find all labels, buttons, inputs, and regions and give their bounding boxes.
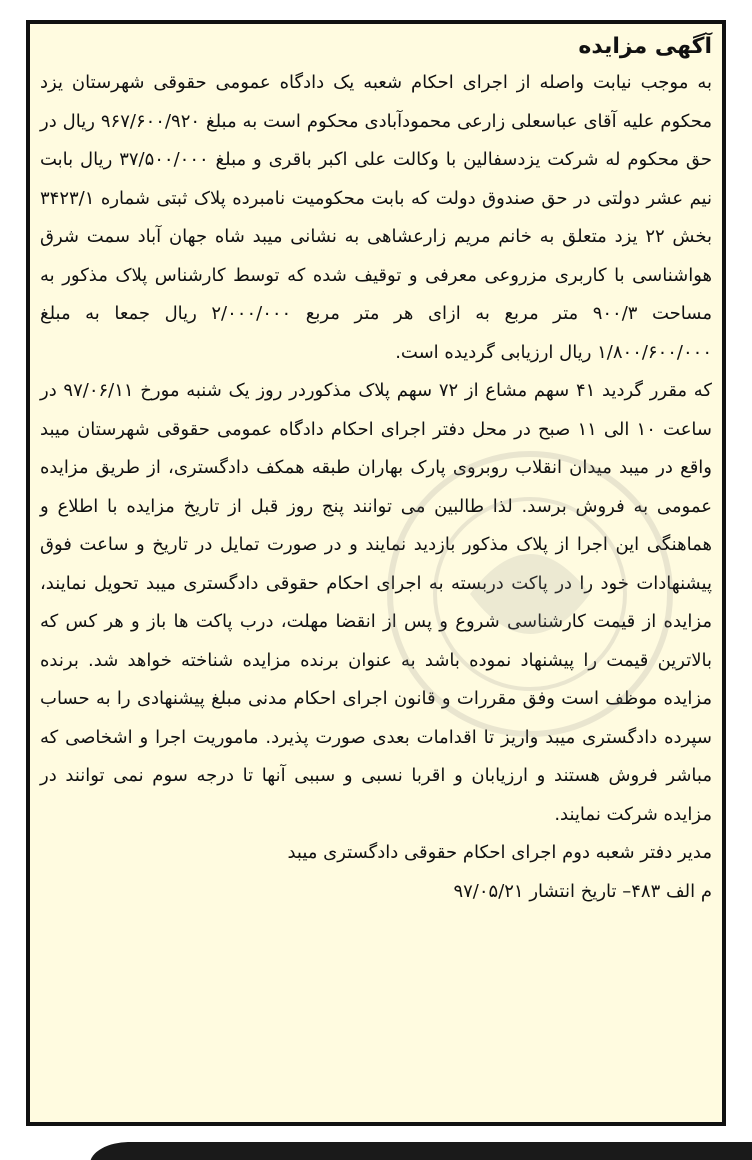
auction-notice-box — [26, 20, 726, 1126]
bottom-decorative-band — [90, 1142, 752, 1160]
notice-title: آگهی مزایده — [578, 34, 712, 59]
notice-paragraph-1: به موجب نیابت واصله از اجرای احکام شعبه یک دادگاه عمومی حقوقی شهرستان یزد محکوم علیه آقای عباسعلی زارعی محمودآبادی محکوم است به مبلغ ۹۶۷/۶۰۰/۹۲۰ ریال در حق محکوم له شرکت یزدسفالین با وکالت علی اکبر باقری و مبلغ ۳۷/۵۰۰/۰۰۰ ریال بابت نیم عشر دولتی در حق صندوق دولت که بابت محکومیت نامبرده پلاک ثبتی شماره ۳۴۲۳/۱ بخش ۲۲ یزد متعلق به خانم مریم زارعشاهی به نشانی میبد شاه جهان آباد سمت شرق هواشناسی با کاربری مزروعی معرفی و توقیف شده که توسط کارشناس پلاک مذکور به مساحت ۹۰۰/۳ متر مربع به ازای هر متر مربع ۲/۰۰۰/۰۰۰ ریال جمعا به مبلغ ۱/۸۰۰/۶۰۰/۰۰۰ ریال ارزیابی گردیده است. — [40, 72, 712, 363]
notice-signature: مدیر دفتر شعبه دوم اجرای احکام حقوقی دادگستری میبد — [287, 842, 712, 863]
notice-footer: م الف ۴۸۳– تاریخ انتشار ۹۷/۰۵/۲۱ — [453, 880, 712, 902]
notice-paragraph-2: که مقرر گردید ۴۱ سهم مشاع از ۷۲ سهم پلاک مذکوردر روز یک شنبه مورخ ۹۷/۰۶/۱۱ در ساعت ۱۰ الی ۱۱ صبح در محل دفتر اجرای احکام دادگاه عمومی حقوقی شهرستان میبد واقع در میبد میدان انقلاب روبروی پارک بهاران طبقه همکف دادگستری، از طریق مزایده عمومی به فروش برسد. لذا طالبین می توانند پنج روز قبل از تاریخ مزایده با اطلاع و هماهنگی این اجرا از پلاک مذکور بازدید نمایند و در صورت تمایل در تاریخ و ساعت فوق پیشنهادات خود را در پاکت دربسته به اجرای احکام حقوقی دادگستری میبد تحویل نمایند، مزایده از قیمت کارشناسی شروع و پس از انقضا مهلت، درب پاکت ها باز و هر کس که بالاترین قیمت را پیشنهاد نموده باشد به عنوان برنده مزایده شناخته خواهد شد. برنده مزایده موظف است وفق مقررات و قانون اجرای احکام مدنی مبلغ پیشنهادی را به حساب سپرده دادگستری میبد واریز تا اقدامات بعدی صورت پذیرد. ماموریت اجرا و اشخاصی که مباشر فروش هستند و ارزیابان و اقربا نسبی و سببی آنها تا درجه سوم نمی توانند در مزایده شرکت نمایند. — [40, 380, 713, 825]
